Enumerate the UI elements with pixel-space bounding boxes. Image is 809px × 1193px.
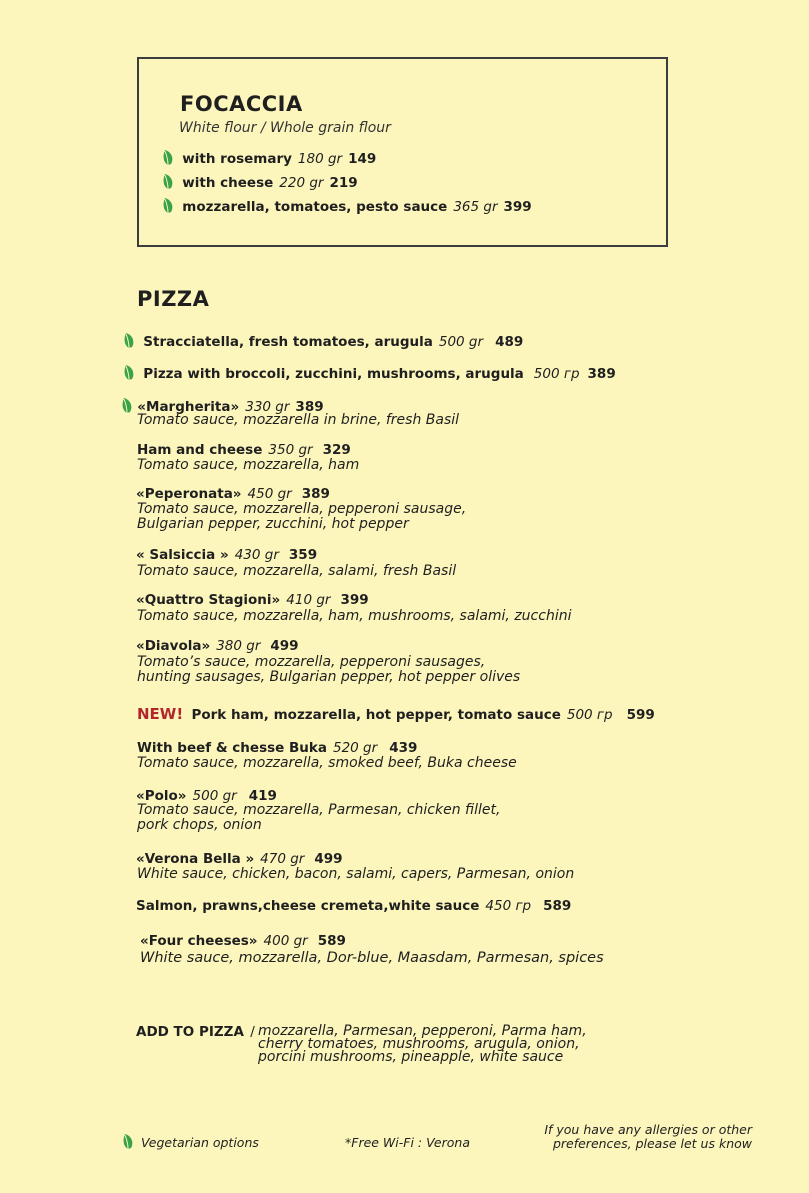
pizza-item: Pizza with broccoli, zucchini, mushrooms, arugula 500 гр 389 [123,364,616,382]
pizza-desc: White sauce, chicken, bacon, salami, capers, Parmesan, onion [137,866,575,882]
pizza-item: «Four cheeses» 400 gr 589 [140,933,346,949]
pizza-item: With beef & chesse Buka 520 gr 439 [137,740,418,756]
pizza-item: Ham and cheese 350 gr 329 [137,442,351,458]
pizza-desc: hunting sausages, Bulgarian pepper, hot pepper olives [137,669,521,685]
pizza-item-new: NEW! Pork ham, mozzarella, hot pepper, tomato sauce 500 гр 599 [137,705,655,723]
leaf-icon [162,173,174,190]
add-to-pizza-label: ADD TO PIZZA / [136,1024,255,1040]
pizza-desc: Bulgarian pepper, zucchini, hot pepper [137,516,409,532]
focaccia-item: mozzarella, tomatoes, pesto sauce 365 gr 399 [162,197,532,215]
pizza-desc: Tomato sauce, mozzarella, Parmesan, chicken fillet, [137,802,501,818]
pizza-desc: White sauce, mozzarella, Dor-blue, Maasdam, Parmesan, spices [140,950,604,966]
add-to-pizza-line: mozzarella, Parmesan, pepperoni, Parma ham, [258,1023,587,1039]
pizza-item: Salmon, prawns,cheese cremeta,white sauce 450 гр 589 [136,898,572,914]
pizza-item: «Diavola» 380 gr 499 [136,638,299,654]
pizza-item: «Quattro Stagioni» 410 gr 399 [136,592,369,608]
pizza-item: «Margherita» 330 gr 389 [121,397,324,415]
leaf-icon [162,197,174,214]
pizza-item: « Salsiccia » 430 gr 359 [136,547,318,563]
pizza-desc: Tomato sauce, mozzarella, ham [137,457,360,473]
leaf-icon [123,332,135,349]
footer-vegetarian: Vegetarian options [122,1133,259,1150]
add-to-pizza-line: cherry tomatoes, mushrooms, arugula, onion, [258,1036,580,1052]
pizza-desc: Tomato sauce, mozzarella, salami, fresh Basil [137,563,457,579]
pizza-desc: Tomato’s sauce, mozzarella, pepperoni sausages, [137,654,486,670]
pizza-item: «Peperonata» 450 gr 389 [136,486,330,502]
pizza-desc: pork chops, onion [137,817,262,833]
focaccia-item: with cheese 220 gr 219 [162,173,358,191]
leaf-icon [122,1133,134,1150]
new-badge: NEW! [137,705,184,723]
footer-allergy: If you have any allergies or other preferences, please let us know [544,1122,752,1151]
pizza-desc: Tomato sauce, mozzarella, smoked beef, Buka cheese [137,755,517,771]
add-to-pizza-line: porcini mushrooms, pineapple, white sauce [258,1049,564,1065]
footer-wifi: *Free Wi-Fi : Verona [345,1135,470,1150]
pizza-desc: Tomato sauce, mozzarella in brine, fresh Basil [137,412,460,428]
pizza-desc: Tomato sauce, mozzarella, pepperoni sausage, [137,501,467,517]
focaccia-item: with rosemary 180 gr 149 [162,149,376,167]
focaccia-title: FOCACCIA [180,92,303,116]
pizza-item: «Verona Bella » 470 gr 499 [136,851,343,867]
leaf-icon [121,397,133,414]
focaccia-subtitle: White flour / Whole grain flour [179,120,391,136]
pizza-item: «Polo» 500 gr 419 [136,788,277,804]
leaf-icon [162,149,174,166]
pizza-desc: Tomato sauce, mozzarella, ham, mushrooms, salami, zucchini [137,608,572,624]
leaf-icon [123,364,135,381]
pizza-title: PIZZA [137,287,210,311]
pizza-item: Stracciatella, fresh tomatoes, arugula 500 gr 489 [123,332,523,350]
